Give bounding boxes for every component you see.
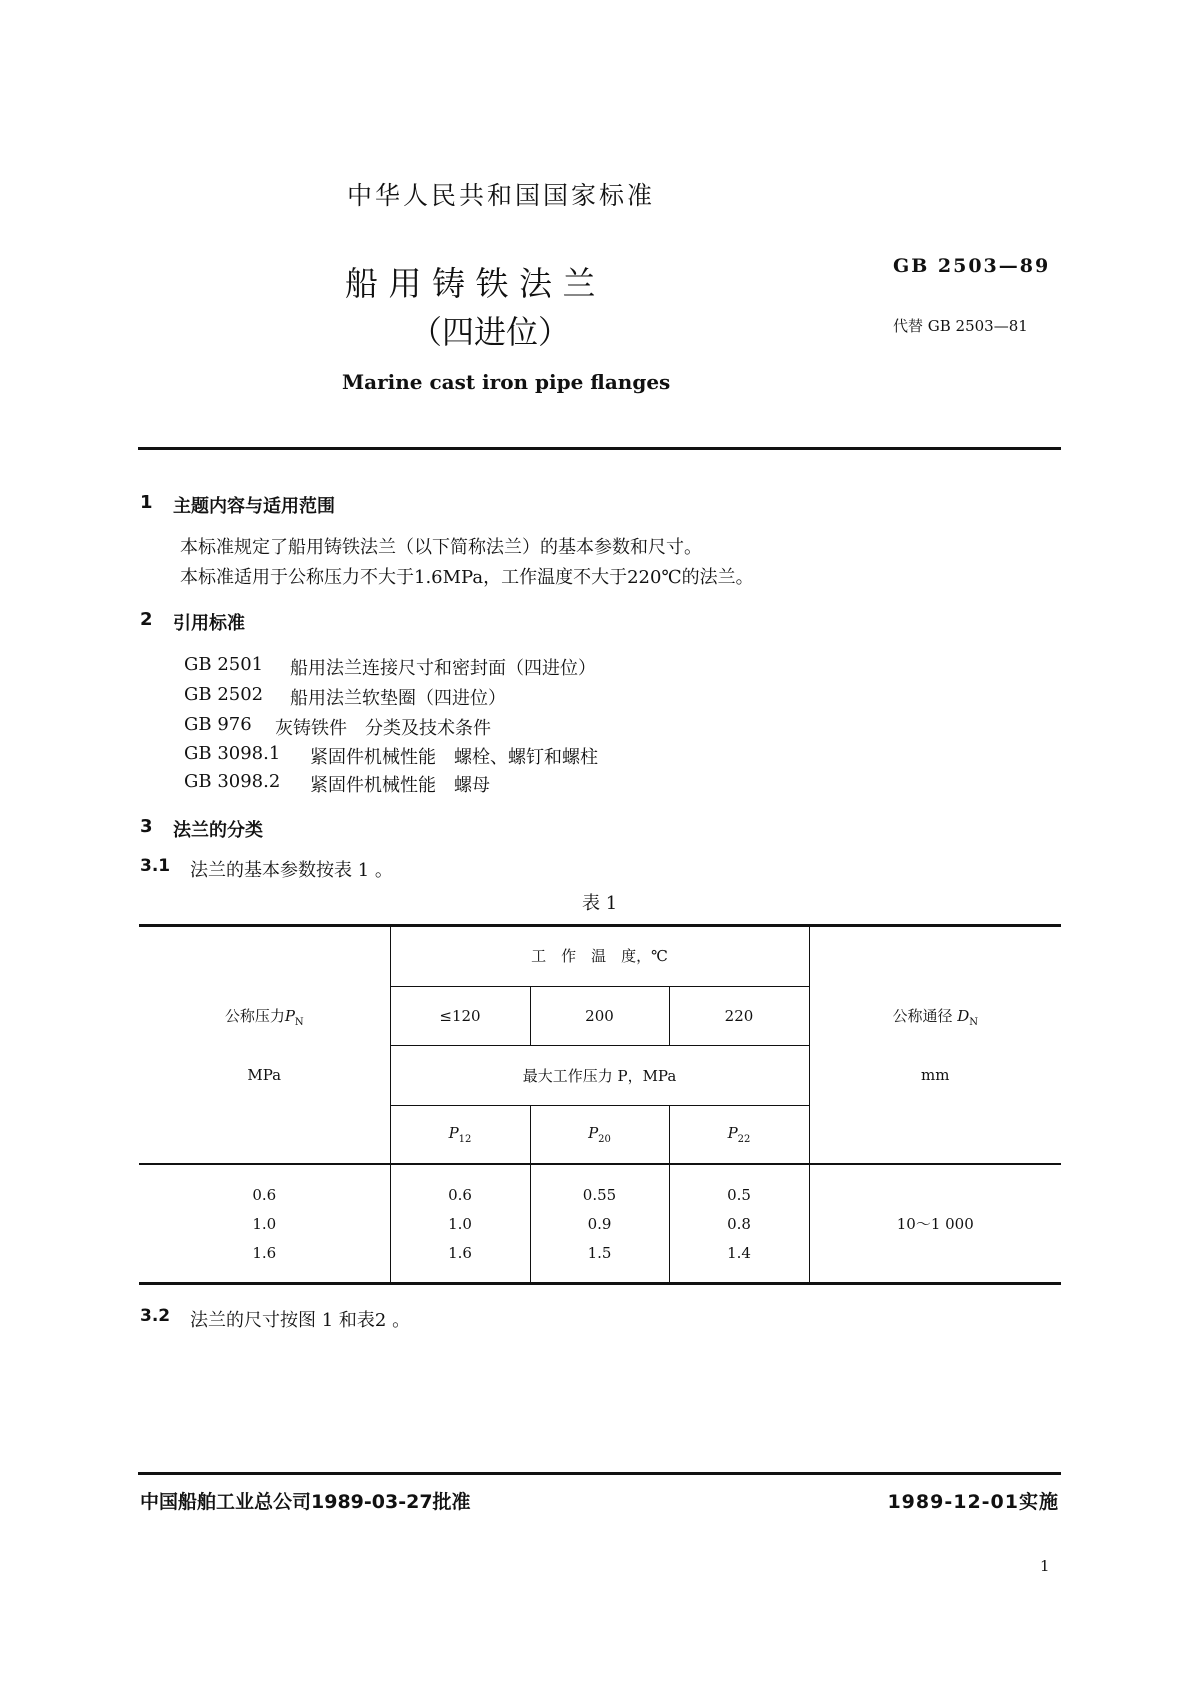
section-3-2-number: 3.2 (140, 1306, 171, 1326)
p-subscript: 12 (458, 1133, 472, 1145)
dn-range: 10～1 000 (809, 1164, 1061, 1283)
pn-symbol: P (284, 1007, 295, 1025)
replaces-code: 代替 GB 2503—81 (893, 317, 1028, 335)
p-symbol: P (448, 1123, 459, 1142)
pn-label: 公称压力 (224, 1007, 285, 1025)
reference-title: 船用法兰连接尺寸和密封面（四进位） (290, 658, 596, 679)
standard-code: GB 2503—89 (893, 255, 1051, 277)
section-3-2-text: 法兰的尺寸按图 1 和表2 。 (190, 1310, 411, 1331)
section-1-number: 1 (140, 492, 153, 513)
p-symbol: P (727, 1123, 738, 1142)
english-title: Marine cast iron pipe flanges (342, 370, 671, 394)
reference-code: GB 976 (184, 714, 252, 735)
dn-label: 公称通径 (892, 1007, 953, 1025)
max-working-pressure-header: 最大工作压力 P，MPa (390, 1045, 809, 1105)
reference-code: GB 3098.1 (184, 743, 281, 764)
pressure-symbol-cell (530, 1105, 669, 1164)
p-symbol: P (588, 1123, 599, 1142)
header-rule (138, 447, 1061, 450)
approval-note: 中国船舶工业总公司1989-03-27批准 (140, 1491, 471, 1513)
temperature-cell: 200 (530, 986, 669, 1045)
temperature-cell: ≤120 (390, 986, 530, 1045)
reference-code: GB 3098.2 (184, 771, 281, 792)
reference-code: GB 2501 (184, 654, 264, 675)
section-1-title: 主题内容与适用范围 (173, 496, 335, 517)
pressure-symbol-cell (390, 1105, 530, 1164)
reference-code: GB 2502 (184, 684, 264, 705)
table-caption: 表 1 (582, 893, 618, 914)
nominal-diameter-header (809, 926, 1061, 1164)
p-subscript: 22 (737, 1133, 751, 1145)
pressure-symbol-cell (669, 1105, 809, 1164)
section-2-number: 2 (140, 609, 153, 630)
page-number: 1 (1040, 1557, 1050, 1575)
section-2-title: 引用标准 (173, 613, 245, 634)
pn-subscript: N (294, 1017, 304, 1028)
effective-date: 1989-12-01实施 (887, 1491, 1059, 1513)
national-standard-heading: 中华人民共和国国家标准 (347, 181, 656, 210)
pn-unit: MPa (247, 1066, 282, 1084)
working-temperature-header: 工 作 温 度，℃ (390, 926, 809, 986)
footer-rule (138, 1472, 1061, 1475)
p20-values: 0.55 0.9 1.5 (530, 1164, 669, 1283)
section-1-paragraph: 本标准规定了船用铸铁法兰（以下简称法兰）的基本参数和尺寸。 (180, 537, 702, 558)
table-bottom-rule (139, 1282, 1061, 1285)
p12-values: 0.6 1.0 1.6 (390, 1164, 530, 1283)
section-3-number: 3 (140, 816, 153, 837)
parameters-table (139, 926, 1061, 1283)
section-3-title: 法兰的分类 (173, 820, 263, 841)
document-title: 船 用 铸 铁 法 兰 (345, 264, 596, 303)
p-subscript: 20 (598, 1133, 611, 1145)
reference-title: 紧固件机械性能 螺母 (310, 775, 490, 796)
document-subtitle: （四进位） (410, 313, 571, 351)
dn-symbol: D (957, 1007, 970, 1025)
reference-title: 紧固件机械性能 螺栓、螺钉和螺柱 (310, 747, 598, 768)
pn-values: 0.6 1.0 1.6 (139, 1164, 390, 1283)
dn-subscript: N (969, 1017, 979, 1028)
p22-values: 0.5 0.8 1.4 (669, 1164, 809, 1283)
section-3-1-text: 法兰的基本参数按表 1 。 (190, 860, 393, 881)
section-3-1-number: 3.1 (140, 856, 171, 876)
temperature-cell: 220 (669, 986, 809, 1045)
reference-title: 船用法兰软垫圈（四进位） (290, 688, 506, 709)
dn-unit: mm (921, 1066, 950, 1084)
section-1-paragraph: 本标准适用于公称压力不大于1.6MPa，工作温度不大于220℃的法兰。 (180, 567, 754, 588)
reference-title: 灰铸铁件 分类及技术条件 (275, 718, 491, 739)
nominal-pressure-header (139, 926, 390, 1164)
